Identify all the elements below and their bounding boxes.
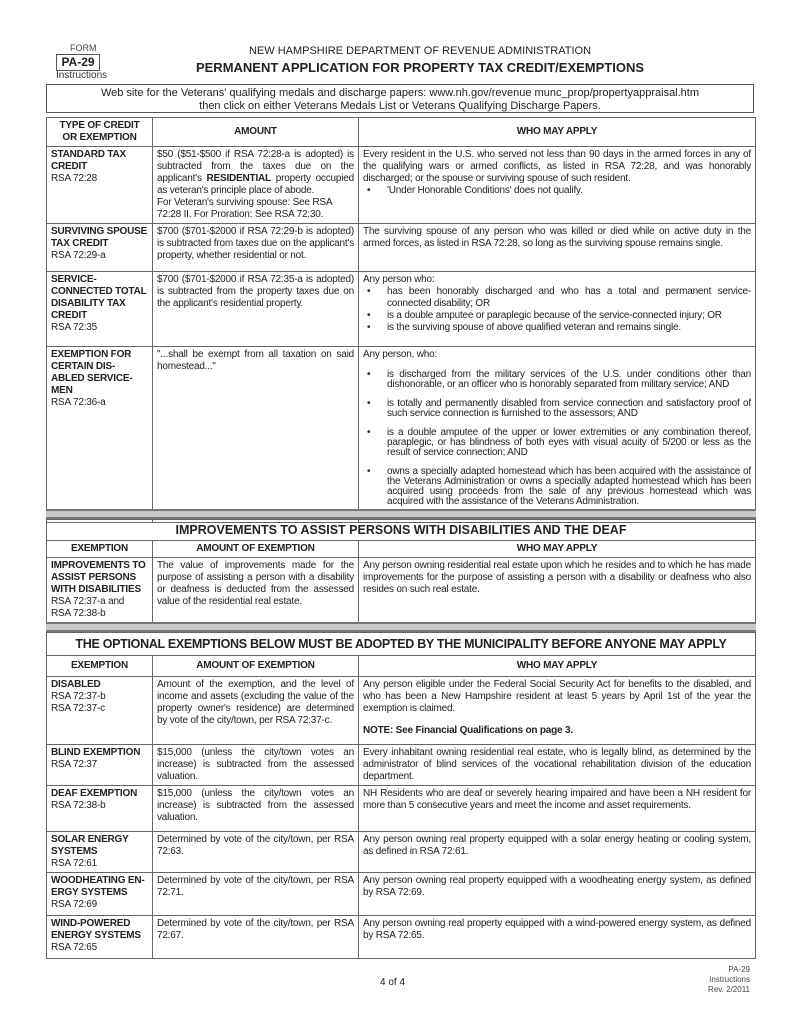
rsa-reference: RSA 72:37-a and (51, 596, 125, 607)
amount-cell (153, 677, 359, 745)
rsa-reference: RSA 72:36-a (51, 397, 106, 408)
section-divider (46, 622, 756, 632)
eligibility-list (363, 370, 751, 507)
amount-text: Amount of the exemption, and the level of income and assets (excluding the value of the property owner's residence) are determined by vote of the city/town, per RSA 72:37-c. (157, 679, 354, 726)
exemption-title: SOLAR ENERGY SYSTEMS (51, 834, 129, 857)
department-name: NEW HAMPSHIRE DEPARTMENT OF REVENUE ADMINISTRATION (248, 45, 592, 57)
column-header: WHO MAY APPLY (359, 541, 756, 558)
rsa-reference: RSA 72:65 (51, 942, 98, 953)
optional-exemptions-table (46, 655, 756, 959)
rsa-reference: RSA 72:38-b (51, 608, 106, 619)
who-may-apply-cell (359, 147, 756, 224)
veterans-credits-table (46, 117, 756, 523)
column-header: TYPE OF CREDIT OR EXEMPTION (47, 118, 153, 147)
amount-cell (153, 832, 359, 873)
table-row (47, 916, 756, 959)
who-may-apply-cell (359, 677, 756, 745)
eligibility-list (363, 286, 751, 334)
amount-text: $50 ($51-$500 if RSA 72:28-a is adopted) is subtracted from the taxes due on the applicant's (157, 149, 354, 184)
exemption-title: STANDARD TAX CREDIT (51, 149, 127, 172)
who-may-apply-cell (359, 786, 756, 832)
column-header: WHO MAY APPLY (359, 118, 756, 147)
amount-note: For Veteran's surviving spouse: See RSA 72:28 II. For Proration: See RSA 72:30. (157, 197, 332, 220)
amount-cell (153, 558, 359, 626)
exemption-title: DISABLED (51, 679, 101, 690)
eligibility-list (363, 185, 751, 197)
table-row (47, 347, 756, 523)
website-note (46, 84, 754, 113)
who-may-apply-cell (359, 558, 756, 626)
eligibility-text: Every resident in the U.S. who served not less than 90 days in the armed forces in any of the qualifying wars or armed conflicts, as listed in RSA 72:28, and was honorably discharged; or the spouse or surviving spouse of such resident. (363, 149, 751, 184)
amount-cell (153, 347, 359, 523)
table-row (47, 147, 756, 224)
eligibility-item: • has been honorably discharged and who has a total and permanent service-connected disability; OR (363, 286, 751, 310)
eligibility-text: The surviving spouse of any person who was killed or died while on active duty in the armed forces, as listed in RSA 72:28, so long as the surviving spouse remains single. (363, 226, 751, 249)
column-header: AMOUNT (153, 118, 359, 147)
eligibility-item: • is discharged from the military services of the U.S. under conditions other than dishonorable, or an officer who is honorably separated from military service; AND (363, 370, 751, 390)
exemption-title: SURVIVING SPOUSE TAX CREDIT (51, 226, 148, 249)
document-title: PERMANENT APPLICATION FOR PROPERTY TAX CREDIT/EXEMPTIONS (195, 60, 645, 75)
amount-text: Determined by vote of the city/town, per RSA 72:71. (157, 875, 354, 898)
footer-form-sub: Instructions (709, 975, 750, 984)
amount-cell (153, 873, 359, 916)
rsa-reference: RSA 72:28 (51, 173, 98, 184)
exemption-type-cell (47, 745, 153, 786)
eligibility-text: Any person, who: (363, 349, 438, 360)
eligibility-text: Any person who: (363, 274, 435, 285)
who-may-apply-cell (359, 272, 756, 347)
who-may-apply-cell (359, 347, 756, 523)
eligibility-text: Any person owning real property equipped with a solar energy heating or cooling system, as defined in RSA 72:61. (363, 834, 751, 857)
form-label: FORM (70, 43, 97, 53)
exemption-type-cell (47, 677, 153, 745)
eligibility-item: • owns a specially adapted homestead which has been acquired with the assistance of the Veterans Administration or owns a specially adapted homestead which has been acquired using proceeds from the sale of any previous homestead which was acquired with the assistance of the Veterans Administration. (363, 467, 751, 507)
exemption-type-cell (47, 224, 153, 272)
amount-cell (153, 224, 359, 272)
table-row (47, 786, 756, 832)
optional-section-title: THE OPTIONAL EXEMPTIONS BELOW MUST BE ADOPTED BY THE MUNICIPALITY BEFORE ANYONE MAY APPLY (46, 632, 756, 655)
eligibility-text: Any person eligible under the Federal Social Security Act for benefits to the disabled, and who has been a New Hampshire resident at least 5 years by April 1st of the year the exemption is claimed. (363, 679, 751, 714)
amount-text: The value of improvements made for the purpose of assisting a person with a disability or deafness is deducted from the assessed value of the residential real estate. (157, 560, 354, 607)
exemption-type-cell (47, 272, 153, 347)
rsa-reference: RSA 72:37 (51, 759, 98, 770)
amount-cell (153, 745, 359, 786)
column-header: EXEMPTION (47, 541, 153, 558)
column-header: AMOUNT OF EXEMPTION (153, 656, 359, 677)
who-may-apply-cell (359, 224, 756, 272)
rsa-reference: RSA 72:38-b (51, 800, 106, 811)
who-may-apply-cell (359, 832, 756, 873)
eligibility-item: • is a double amputee or paraplegic because of the service-connected injury; OR (363, 310, 751, 322)
eligibility-text: Any person owning residential real estate upon which he resides and to which he has made improvements for the purpose of assisting a person with a disability or deafness who also resides on such real estate. (363, 560, 751, 595)
amount-text: property occupied as veteran's principle place of abode. (157, 173, 354, 196)
page-number: 4 of 4 (380, 977, 406, 988)
form-number-box: PA-29 (56, 54, 100, 71)
amount-text: "...shall be exempt from all taxation on said homestead..." (157, 349, 354, 372)
amount-cell (153, 916, 359, 959)
eligibility-item: • is totally and permanently disabled from service connection and satisfactory proof of such service connection is furnished to the assessors; AND (363, 399, 751, 419)
amount-text: Determined by vote of the city/town, per RSA 72:63. (157, 834, 354, 857)
website-note-line-2: then click on either Veterans Medals List or Veterans Qualifying Discharge Papers. (199, 100, 601, 112)
section-divider (46, 509, 756, 519)
table-row (47, 224, 756, 272)
eligibility-text: Any person owning real property equipped with a woodheating energy system, as defined by RSA 72:69. (363, 875, 751, 898)
eligibility-item: • 'Under Honorable Conditions' does not qualify. (363, 185, 751, 197)
financial-note: NOTE: See Financial Qualifications on page 3. (363, 725, 573, 736)
improvements-section-title: IMPROVEMENTS TO ASSIST PERSONS WITH DISABILITIES AND THE DEAF (46, 519, 756, 540)
exemption-title: WOODHEATING EN-ERGY SYSTEMS (51, 875, 145, 898)
table-header-row (47, 541, 756, 558)
improvements-table (46, 540, 756, 626)
form-subtitle: Instructions (56, 70, 108, 81)
table-row (47, 873, 756, 916)
exemption-title: SERVICE-CONNECTED TOTAL DISABILITY TAX CREDIT (51, 274, 147, 321)
footer-revision: Rev. 2/2011 (708, 985, 750, 994)
column-header: AMOUNT OF EXEMPTION (153, 541, 359, 558)
exemption-title: DEAF EXEMPTION (51, 788, 138, 799)
table-header-row (47, 656, 756, 677)
amount-text: $15,000 (unless the city/town votes an increase) is subtracted from the assessed valuation. (157, 788, 354, 823)
table-row (47, 558, 756, 626)
exemption-type-cell (47, 558, 153, 626)
amount-text: $700 ($701-$2000 if RSA 72:35-a is adopted) is subtracted from the property taxes due on the applicant's residential property. (157, 274, 354, 309)
eligibility-text: Any person owning real property equipped with a wind-powered energy system, as defined by RSA 72:65. (363, 918, 751, 941)
eligibility-text: NH Residents who are deaf or severely hearing impaired and have been a NH resident for more than 5 consecutive years and meet the income and asset requirements. (363, 788, 751, 811)
rsa-reference: RSA 72:29-a (51, 250, 106, 261)
exemption-title: IMPROVEMENTS TO ASSIST PERSONS WITH DISABILITIES (51, 560, 146, 595)
website-note-line-1: Web site for the Veterans' qualifying medals and discharge papers: www.nh.gov/revenue munc_prop/propertyappraisal.htm (100, 87, 700, 99)
exemption-type-cell (47, 147, 153, 224)
exemption-title: WIND-POWERED ENERGY SYSTEMS (51, 918, 141, 941)
amount-emphasis: RESIDENTIAL (206, 173, 271, 184)
table-row (47, 677, 756, 745)
amount-text: $700 ($701-$2000 if RSA 72:29-b is adopted) is subtracted from taxes due on the applicant's property, whether residential or not. (157, 226, 354, 261)
rsa-reference: RSA 72:69 (51, 899, 98, 910)
rsa-reference: RSA 72:61 (51, 858, 98, 869)
column-header: EXEMPTION (47, 656, 153, 677)
table-row (47, 272, 756, 347)
footer-form-ref: PA-29 (728, 965, 750, 974)
eligibility-text: Every inhabitant owning residential real estate, who is legally blind, as determined by the administrator of blind services of the vocational rehabilitation division of the education department. (363, 747, 751, 782)
eligibility-item: • is a double amputee of the upper or lower extremities or any combination thereof, paraplegic, or has blindness of both eyes with visual acuity of 5/200 or less as the result of service connection; AND (363, 428, 751, 458)
amount-cell (153, 786, 359, 832)
who-may-apply-cell (359, 873, 756, 916)
table-row (47, 832, 756, 873)
exemption-type-cell (47, 916, 153, 959)
eligibility-item: • is the surviving spouse of above qualified veteran and remains single. (363, 322, 751, 334)
amount-cell (153, 147, 359, 224)
exemption-type-cell (47, 832, 153, 873)
exemption-type-cell (47, 347, 153, 523)
exemption-type-cell (47, 786, 153, 832)
exemption-title: BLIND EXEMPTION (51, 747, 141, 758)
amount-text: $15,000 (unless the city/town votes an increase) is subtracted from the assessed valuation. (157, 747, 354, 782)
column-header: WHO MAY APPLY (359, 656, 756, 677)
rsa-reference: RSA 72:37-c (51, 703, 105, 714)
amount-text: Determined by vote of the city/town, per RSA 72:67. (157, 918, 354, 941)
table-header-row (47, 118, 756, 147)
rsa-reference: RSA 72:35 (51, 322, 98, 333)
revision-block (690, 965, 750, 995)
exemption-title: EXEMPTION FOR CERTAIN DIS-ABLED SERVICE-MEN (51, 349, 133, 396)
who-may-apply-cell (359, 916, 756, 959)
rsa-reference: RSA 72:37-b (51, 691, 106, 702)
amount-cell (153, 272, 359, 347)
table-row (47, 745, 756, 786)
exemption-type-cell (47, 873, 153, 916)
who-may-apply-cell (359, 745, 756, 786)
